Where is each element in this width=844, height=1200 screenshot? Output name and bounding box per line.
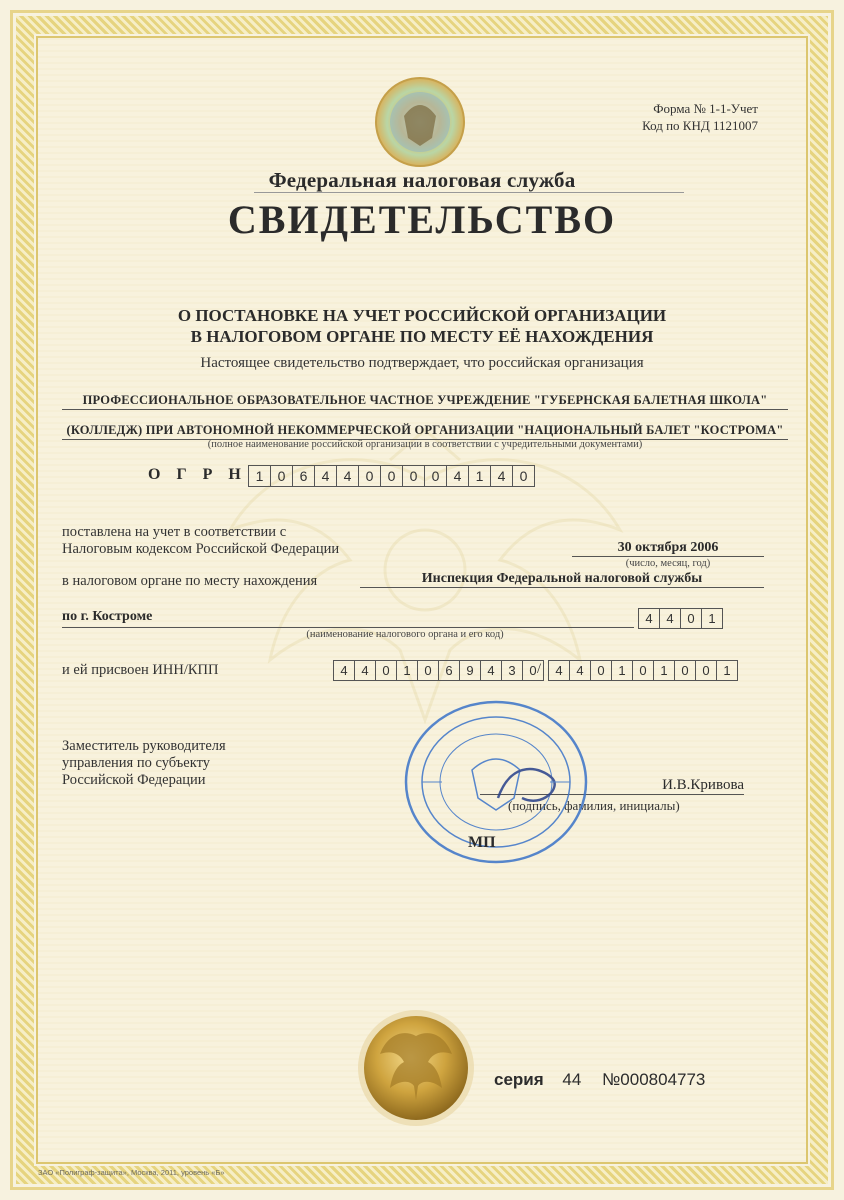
mp-mark: МП [468,834,496,851]
inn-digit-box: 4 [333,660,355,681]
ogrn-digit-box: 4 [490,465,513,487]
ogrn-digit-box: 6 [292,465,315,487]
kpp-digit-box: 0 [674,660,696,681]
kpp-digit-box: 0 [695,660,717,681]
subtitle-line-1: О ПОСТАНОВКЕ НА УЧЕТ РОССИЙСКОЙ ОРГАНИЗАЦИИ [177,306,667,325]
kpp-digit-box: 1 [653,660,675,681]
registration-line-1: поставлена на учет в соответствии с [62,524,287,540]
inn-digit-box: 6 [438,660,460,681]
series-value: 44 [562,1070,582,1089]
location-label: в налоговом органе по месту нахождения [62,573,318,589]
ogrn-digits [248,465,534,487]
knd-code: Код по КНД 1121007 [642,118,758,133]
ogrn-digit-box: 0 [512,465,535,487]
ogrn-digit-box: 0 [424,465,447,487]
serial-number [494,1070,705,1090]
series-label: серия [494,1070,544,1089]
inn-digit-box: 4 [480,660,502,681]
inn-digit-box: 0 [375,660,397,681]
kpp-digit-box: 0 [632,660,654,681]
ogrn-digit-box: 0 [358,465,381,487]
ogrn-digit-box: 4 [446,465,469,487]
inn-kpp-label: и ей присвоен ИНН/КПП [62,662,219,678]
org-name-line-1: ПРОФЕССИОНАЛЬНОЕ ОБРАЗОВАТЕЛЬНОЕ ЧАСТНОЕ УЧРЕЖДЕНИЕ "ГУБЕРНСКАЯ БАЛЕТНАЯ ШКОЛА" [62,393,788,410]
agency-name: Федеральная налоговая служба [268,168,576,192]
position-line-2: управления по субъекту [62,755,210,771]
inn-digit-box: 9 [459,660,481,681]
registration-line-2: Налоговым кодексом Российской Федерации [62,541,340,557]
inn-digit-box: 1 [396,660,418,681]
registration-date: 30 октября 2006 [572,540,764,557]
form-number: Форма № 1-1-Учет [653,101,758,116]
kpp-digit-box: 4 [548,660,570,681]
authority-note: (наименование налогового органа и его код) [306,629,504,640]
hologram-emblem-icon [374,76,466,168]
document-title: СВИДЕТЕЛЬСТВО [227,197,617,242]
registration-text [62,524,339,558]
document-subtitle [0,305,844,347]
kpp-digit-box: 1 [716,660,738,681]
confirm-text: Настоящее свидетельство подтверждает, что российская организация [200,355,644,371]
inn-kpp-separator: / [537,661,542,677]
authority-code-digit-box: 4 [638,608,660,629]
date-note: (число, месяц, год) [625,558,711,569]
signatory-name: И.В.Кривова [480,777,744,795]
org-name-line-2: (КОЛЛЕДЖ) ПРИ АВТОНОМНОЙ НЕКОММЕРЧЕСКОЙ ОРГАНИЗАЦИИ "НАЦИОНАЛЬНЫЙ БАЛЕТ "КОСТРОМА" [62,423,788,440]
kpp-digit-box: 4 [569,660,591,681]
agency-divider [254,192,684,193]
ogrn-digit-box: 4 [336,465,359,487]
gold-seal-icon [356,1008,476,1128]
signature-note: (подпись, фамилия, инициалы) [508,798,680,813]
kpp-digit-box: 1 [611,660,633,681]
inn-digit-box: 0 [522,660,544,681]
ogrn-digit-box: 0 [380,465,403,487]
kpp-digit-box: 0 [590,660,612,681]
authority-code-digit-box: 1 [701,608,723,629]
inn-digit-box: 0 [417,660,439,681]
ogrn-digit-box: 0 [402,465,425,487]
position-line-1: Заместитель руководителя [62,738,226,754]
position-line-3: Российской Федерации [62,772,206,788]
inn-digit-box: 4 [354,660,376,681]
kpp-digits [548,660,737,681]
authority-line-1: Инспекция Федеральной налоговой службы [360,571,764,588]
official-stamp-icon [402,698,590,866]
form-meta [642,100,758,134]
signatory-position [62,738,226,789]
ogrn-label: ОГРН [148,466,257,483]
subtitle-line-2: В НАЛОГОВОМ ОРГАНЕ ПО МЕСТУ ЕЁ НАХОЖДЕНИЯ [190,327,654,346]
authority-code [638,608,722,629]
inn-digits [333,660,543,681]
org-name-note: (полное наименование российской организации в соответствии с учредительными документами) [207,439,643,450]
printer-footer: ЗАО «Полиграф-защита», Москва, 2011, уровень «Б» [38,1168,225,1177]
ogrn-digit-box: 0 [270,465,293,487]
document-number: №000804773 [602,1070,706,1089]
authority-code-digit-box: 4 [659,608,681,629]
ogrn-digit-box: 1 [248,465,271,487]
authority-line-2: по г. Костроме [62,609,634,628]
ogrn-digit-box: 4 [314,465,337,487]
ogrn-digit-box: 1 [468,465,491,487]
inn-digit-box: 3 [501,660,523,681]
authority-code-digit-box: 0 [680,608,702,629]
